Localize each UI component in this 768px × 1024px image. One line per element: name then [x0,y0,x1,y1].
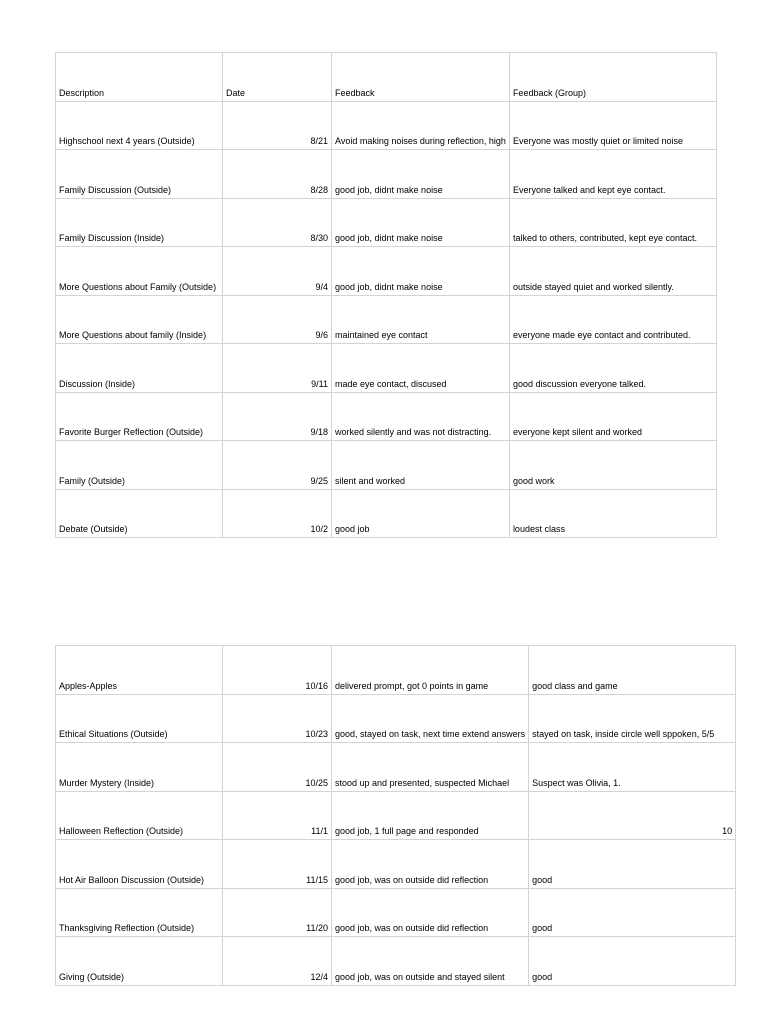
header-row [56,53,717,102]
date-cell: 12/4 [223,937,332,986]
date-cell: 10/16 [223,646,332,695]
feedback-cell: good job, was on outside did reflection [332,840,529,889]
column-header-date: Date [223,53,332,102]
column-header-feedback: Feedback [332,53,510,102]
feedback-group-cell: stayed on task, inside circle well sppoken, 5/5 [529,694,736,743]
description-cell: Highschool next 4 years (Outside) [56,101,223,150]
date-cell: 9/6 [223,295,332,344]
table-row [56,247,717,296]
date-cell: 9/11 [223,344,332,393]
feedback-group-cell: talked to others, contributed, kept eye contact. [509,198,716,247]
description-cell: Debate (Outside) [56,489,223,538]
date-cell: 11/1 [223,791,332,840]
feedback-cell: delivered prompt, got 0 points in game [332,646,529,695]
description-cell: Hot Air Balloon Discussion (Outside) [56,840,223,889]
feedback-group-cell: good [529,888,736,937]
feedback-table-1 [55,52,717,538]
feedback-cell: maintained eye contact [332,295,510,344]
feedback-cell: Avoid making noises during reflection, high [332,101,510,150]
table-row [56,743,736,792]
feedback-cell: silent and worked [332,441,510,490]
table-row [56,489,717,538]
feedback-cell: good job, didnt make noise [332,247,510,296]
feedback-group-cell: good discussion everyone talked. [509,344,716,393]
table-row [56,791,736,840]
date-cell: 8/28 [223,150,332,199]
date-cell: 9/4 [223,247,332,296]
date-cell: 11/20 [223,888,332,937]
feedback-cell: good job, was on outside did reflection [332,888,529,937]
table-row [56,295,717,344]
feedback-cell: good job, didnt make noise [332,150,510,199]
feedback-group-cell: outside stayed quiet and worked silently. [509,247,716,296]
feedback-cell: good job, didnt make noise [332,198,510,247]
date-cell: 10/23 [223,694,332,743]
feedback-group-cell: loudest class [509,489,716,538]
feedback-group-cell: Suspect was Olivia, 1. [529,743,736,792]
table-row [56,198,717,247]
description-cell: More Questions about family (Inside) [56,295,223,344]
table-row [56,101,717,150]
description-cell: Halloween Reflection (Outside) [56,791,223,840]
feedback-cell: good, stayed on task, next time extend answers [332,694,529,743]
description-cell: Family Discussion (Outside) [56,150,223,199]
column-header-description: Description [56,53,223,102]
column-header-feedback-group: Feedback (Group) [509,53,716,102]
table-row [56,888,736,937]
date-cell: 10/2 [223,489,332,538]
description-cell: Murder Mystery (Inside) [56,743,223,792]
table-row [56,694,736,743]
description-cell: Discussion (Inside) [56,344,223,393]
feedback-group-cell: everyone kept silent and worked [509,392,716,441]
feedback-cell: made eye contact, discused [332,344,510,393]
feedback-group-cell: Everyone talked and kept eye contact. [509,150,716,199]
description-cell: Family Discussion (Inside) [56,198,223,247]
description-cell: Ethical Situations (Outside) [56,694,223,743]
feedback-group-cell: good work [509,441,716,490]
table-row [56,344,717,393]
table-row [56,392,717,441]
table-row [56,840,736,889]
table-row [56,150,717,199]
feedback-cell: good job, was on outside and stayed silent [332,937,529,986]
feedback-cell: good job [332,489,510,538]
description-cell: Thanksgiving Reflection (Outside) [56,888,223,937]
feedback-group-cell: good [529,937,736,986]
date-cell: 9/18 [223,392,332,441]
feedback-cell: worked silently and was not distracting. [332,392,510,441]
feedback-group-cell: everyone made eye contact and contributed. [509,295,716,344]
date-cell: 10/25 [223,743,332,792]
description-cell: Favorite Burger Reflection (Outside) [56,392,223,441]
description-cell: Apples-Apples [56,646,223,695]
table-row [56,646,736,695]
feedback-cell: stood up and presented, suspected Michael [332,743,529,792]
feedback-group-cell: 10 [529,791,736,840]
date-cell: 11/15 [223,840,332,889]
date-cell: 9/25 [223,441,332,490]
feedback-group-cell: good [529,840,736,889]
description-cell: Giving (Outside) [56,937,223,986]
table-row [56,937,736,986]
feedback-group-cell: Everyone was mostly quiet or limited noise [509,101,716,150]
feedback-group-cell: good class and game [529,646,736,695]
date-cell: 8/30 [223,198,332,247]
description-cell: Family (Outside) [56,441,223,490]
description-cell: More Questions about Family (Outside) [56,247,223,296]
feedback-cell: good job, 1 full page and responded [332,791,529,840]
table-row [56,441,717,490]
feedback-table-2 [55,645,736,986]
date-cell: 8/21 [223,101,332,150]
